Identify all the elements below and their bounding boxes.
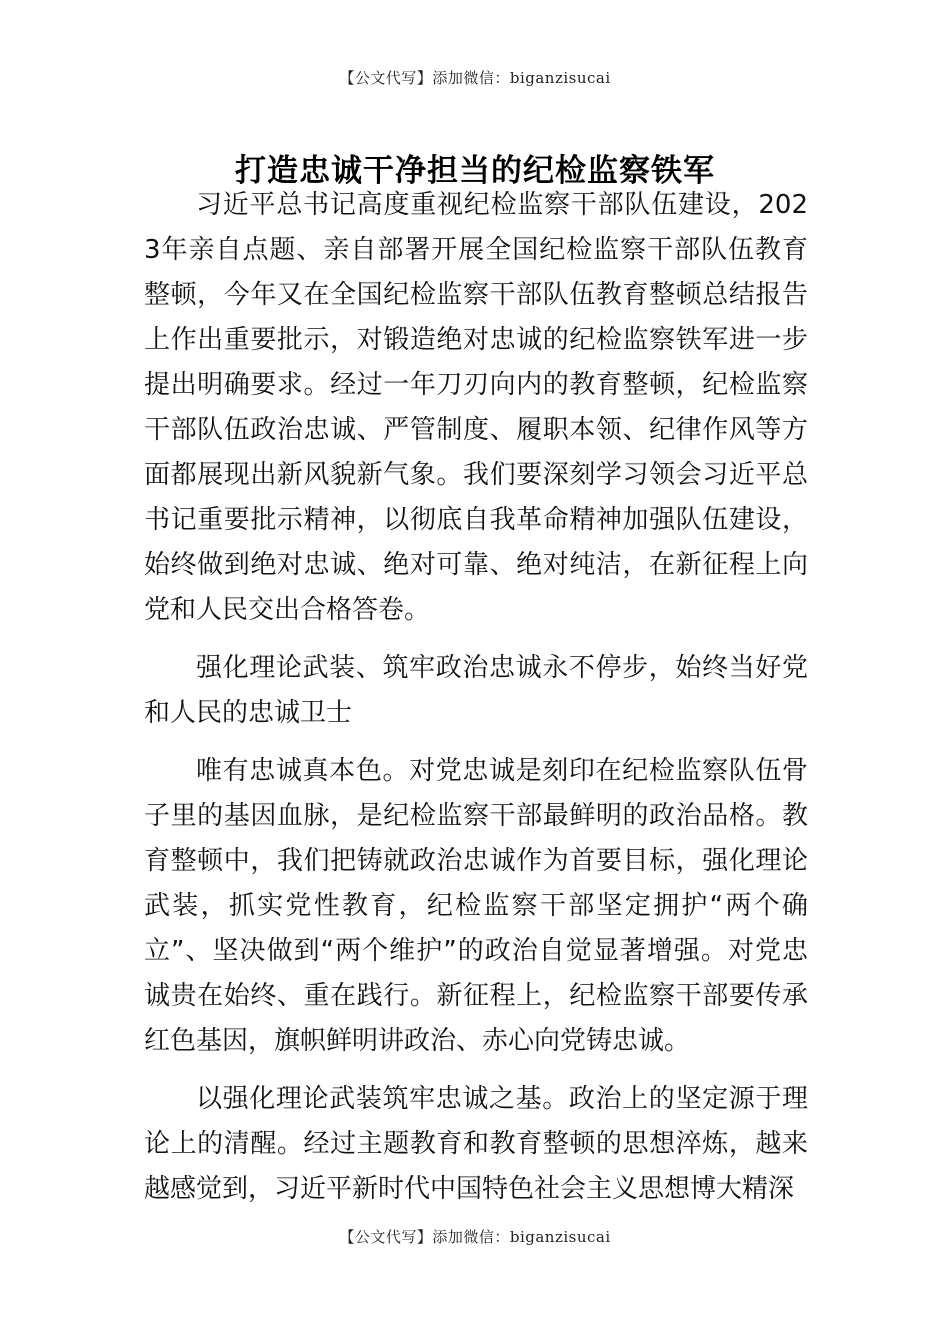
paragraph-intro: 习近平总书记高度重视纪检监察干部队伍建设，2023年亲自点题、亲自部署开展全国纪检监察干部队伍教育整顿，今年又在全国纪检监察干部队伍教育整顿总结报告上作出重要批示，对锻造绝对忠诚的纪检监察铁军进一步提出明确要求。经过一年刀刃向内的教育整顿，纪检监察干部队伍政治忠诚、严管制度、履职本领、纪律作风等方面都展现出新风貌新气象。我们要深刻学习领会习近平总书记重要批示精神，以彻底自我革命精神加强队伍建设，始终做到绝对忠诚、绝对可靠、绝对纯洁，在新征程上向党和人民交出合格答卷。 xyxy=(144,190,808,625)
paragraph-loyalty: 唯有忠诚真本色。对党忠诚是刻印在纪检监察队伍骨子里的基因血脉，是纪检监察干部最鲜明的政治品格。教育整顿中，我们把铸就政治忠诚作为首要目标，强化理论武装，抓实党性教育，纪检监察干部坚定拥护“两个确立”、坚决做到“两个维护”的政治自觉显著增强。对党忠诚贵在始终、重在践行。新征程上，纪检监察干部要传承红色基因，旗帜鲜明讲政治、赤心向党铸忠诚。 xyxy=(144,756,808,1056)
document-body xyxy=(144,183,808,1212)
document-title: 打造忠诚干净担当的纪检监察铁军 xyxy=(235,152,715,189)
paragraph-theory: 以强化理论武装筑牢忠诚之基。政治上的坚定源于理论上的清醒。经过主题教育和教育整顿的思想淬炼，越来越感觉到，习近平新时代中国特色社会主义思想博大精深 xyxy=(144,1084,808,1204)
footer-watermark-note: 【公文代写】添加微信：biganzisucai xyxy=(339,1228,611,1246)
header-watermark-note: 【公文代写】添加微信：biganzisucai xyxy=(339,69,611,87)
paragraph-section-heading: 强化理论武装、筑牢政治忠诚永不停步，始终当好党和人民的忠诚卫士 xyxy=(144,653,808,728)
